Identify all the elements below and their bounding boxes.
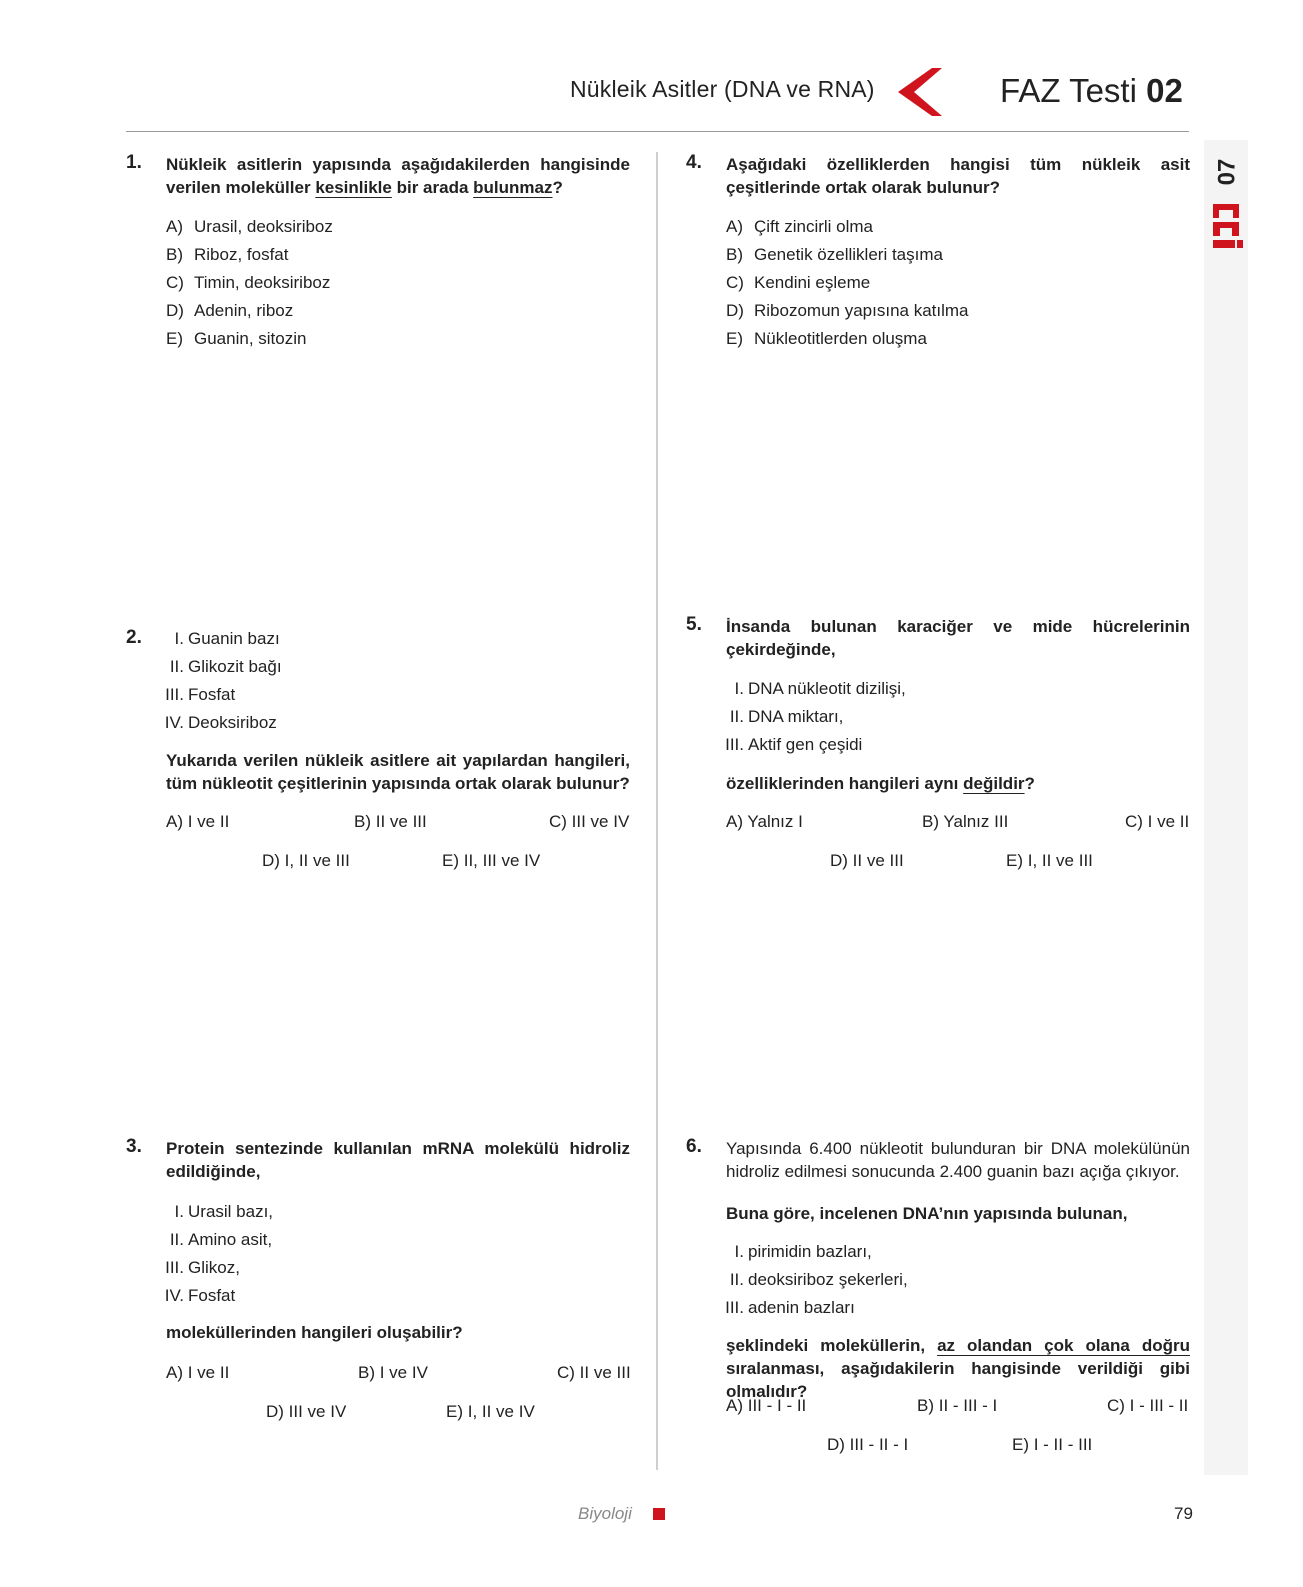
side-tab-number: [1212, 152, 1242, 192]
option-c[interactable]: C) II ve III: [557, 1363, 631, 1382]
question-stem: Nükleik asitlerin yapısında aşağıdakilerden hangisinde verilen moleküller kesinlikle bir arada bulunmaz?: [166, 155, 630, 197]
header-divider: [126, 131, 1189, 132]
list-item: IV. Fosfat: [164, 1286, 236, 1305]
option-b[interactable]: B) I ve IV: [358, 1363, 428, 1382]
question-stem: İnsanda bulunan karaciğer ve mide hücrelerinin çekirdeğinde,: [726, 617, 1190, 659]
footer-square-icon: [653, 1508, 665, 1520]
question-intro: Yapısında 6.400 nükleotit bulunduran bir DNA molekülünün hidroliz edilmesi sonucunda 2.400 guanin bazı açığa çıkıyor.: [726, 1139, 1190, 1181]
list-item: III. adenin bazları: [725, 1298, 855, 1317]
option-d[interactable]: D) II ve III: [830, 851, 904, 870]
option-c[interactable]: C) III ve IV: [549, 812, 630, 831]
answer-options: [166, 217, 333, 357]
option-c[interactable]: C) Timin, deoksiriboz: [166, 273, 331, 292]
list-item: IV. Deoksiriboz: [164, 713, 277, 732]
question-stem: Aşağıdaki özelliklerden hangisi tüm nükleik asit çeşitlerinde ortak olarak bulunur?: [726, 155, 1190, 197]
option-c[interactable]: C) I ve II: [1125, 812, 1190, 831]
side-tab: [1204, 140, 1248, 1475]
svg-text:07: 07: [1213, 158, 1241, 186]
test-label: FAZ Testi: [1000, 72, 1137, 109]
option-b[interactable]: B) Yalnız III: [922, 812, 1009, 831]
question-number: 2.: [126, 627, 142, 648]
option-d[interactable]: D) III - II - I: [827, 1435, 909, 1454]
question-stem: Yukarıda verilen nükleik asitlere ait yapılardan hangileri, tüm nükleotit çeşitlerinin yapısında ortak olarak bulunur?: [166, 751, 630, 793]
list-item: I. Urasil bazı,: [174, 1202, 274, 1221]
question-number: 4.: [686, 152, 702, 173]
column-divider: [656, 152, 658, 1470]
question-number: 6.: [686, 1136, 702, 1157]
option-d[interactable]: D) III ve IV: [266, 1402, 347, 1421]
list-item: III. Aktif gen çeşidi: [725, 735, 863, 754]
option-a[interactable]: A) I ve II: [166, 1363, 230, 1382]
list-item: II. DNA miktarı,: [729, 707, 844, 726]
header-topic: Nükleik Asitler (DNA ve RNA): [570, 76, 875, 102]
option-b[interactable]: B) II ve III: [354, 812, 427, 831]
question-stem: Buna göre, incelenen DNA’nın yapısında bulunan,: [726, 1204, 1128, 1223]
option-e[interactable]: E) Guanin, sitozin: [166, 329, 307, 348]
option-d[interactable]: D) Ribozomun yapısına katılma: [726, 301, 969, 320]
list-item: III. Fosfat: [165, 685, 236, 704]
list-item: I. DNA nükleotit dizilişi,: [734, 679, 906, 698]
option-b[interactable]: B) Genetik özellikleri taşıma: [726, 245, 943, 264]
roman-list: [158, 629, 282, 741]
option-a[interactable]: A) Çift zincirli olma: [726, 217, 874, 236]
list-item: I. pirimidin bazları,: [734, 1242, 872, 1261]
faz-logo: [1209, 200, 1243, 252]
question-prompt: özelliklerinden hangileri aynı değildir?: [726, 774, 1035, 793]
list-item: II. Glikozit bağı: [169, 657, 282, 676]
option-a[interactable]: A) Yalnız I: [726, 812, 803, 831]
list-item: II. Amino asit,: [169, 1230, 273, 1249]
option-a[interactable]: A) I ve II: [166, 812, 230, 831]
question-number: 5.: [686, 614, 702, 635]
option-a[interactable]: A) III - I - II: [726, 1396, 807, 1415]
chevron-left-icon: [898, 68, 942, 116]
roman-list: [718, 679, 906, 763]
option-c[interactable]: C) Kendini eşleme: [726, 273, 871, 292]
option-a[interactable]: A) Urasil, deoksiriboz: [166, 217, 333, 236]
option-c[interactable]: C) I - III - II: [1107, 1396, 1189, 1415]
option-d[interactable]: D) Adenin, riboz: [166, 301, 294, 320]
option-e[interactable]: E) Nükleotitlerden oluşma: [726, 329, 927, 348]
answer-options: [726, 217, 969, 357]
footer-subject: Biyoloji: [578, 1504, 632, 1523]
list-item: I. Guanin bazı: [174, 629, 280, 648]
page-number: 79: [1174, 1504, 1193, 1523]
list-item: III. Glikoz,: [165, 1258, 240, 1277]
option-e[interactable]: E) I, II ve IV: [446, 1402, 535, 1421]
option-e[interactable]: E) I, II ve III: [1006, 851, 1093, 870]
question-stem: Protein sentezinde kullanılan mRNA molekülü hidroliz edildiğinde,: [166, 1139, 630, 1181]
list-item: II. deoksiriboz şekerleri,: [729, 1270, 908, 1289]
option-d[interactable]: D) I, II ve III: [262, 851, 350, 870]
test-title: [1000, 72, 1183, 110]
option-e[interactable]: E) II, III ve IV: [442, 851, 541, 870]
option-e[interactable]: E) I - II - III: [1012, 1435, 1093, 1454]
question-prompt: moleküllerinden hangileri oluşabilir?: [166, 1323, 463, 1342]
question-prompt: şeklindeki moleküllerin, az olandan çok olana doğru sıralanması, aşağıdakilerin hangisinde verildiği gibi olmalıdır?: [726, 1336, 1190, 1401]
option-b[interactable]: B) II - III - I: [917, 1396, 998, 1415]
question-number: 1.: [126, 152, 142, 173]
test-number: 02: [1146, 72, 1183, 109]
roman-list: [158, 1202, 273, 1314]
roman-list: [718, 1242, 908, 1326]
question-number: 3.: [126, 1136, 142, 1157]
option-b[interactable]: B) Riboz, fosfat: [166, 245, 289, 264]
